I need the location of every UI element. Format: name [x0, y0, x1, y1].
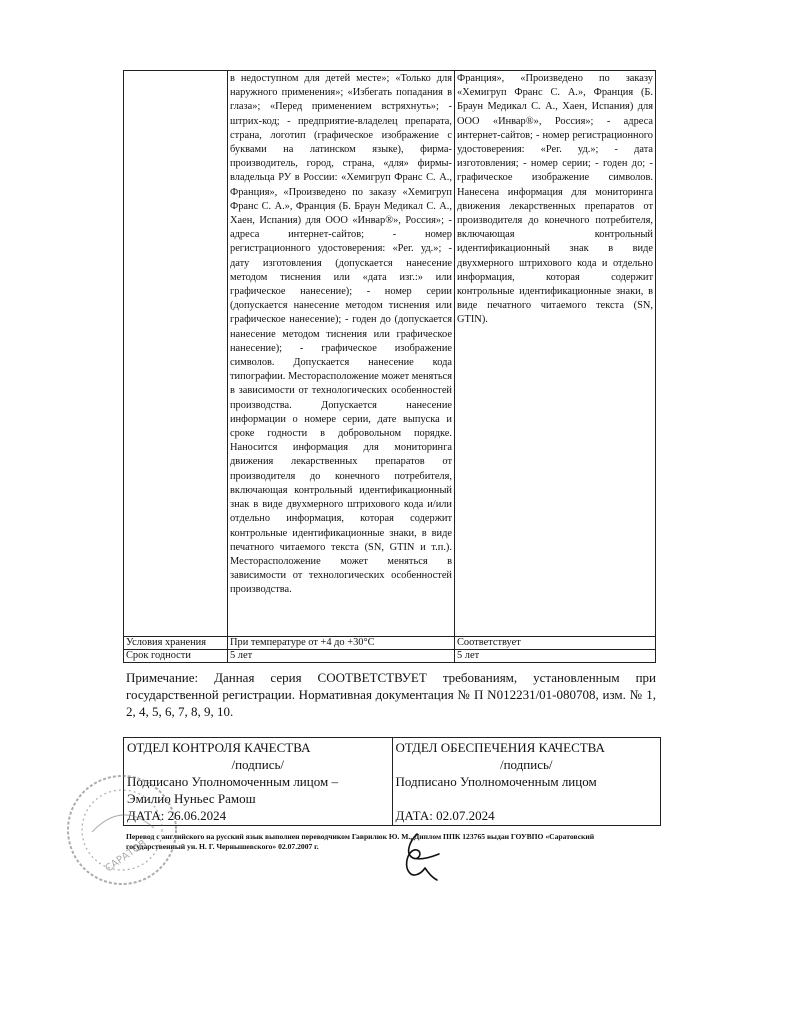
seal-stamp-icon: [62, 770, 182, 890]
table-row: [124, 71, 656, 637]
signed-by: Подписано Уполномоченным лицом –: [127, 774, 338, 789]
result-cell: Франция», «Произведено по заказу «Хемигруп Франс С. А.», Франция (Б. Браун Медикал С. А., Хаен, Испания) для ООО «Инвар®», Россия»; - адреса интернет-сайтов; - номер регистрационного удостоверения: «Рег. уд.»; - дата изготовления; - номер серии; - годен до; - графическое изображение символов. Нанесена информация для мониторинга движения лекарственных препаратов от производителя до конечного потребителя, включающая контрольный идентификационный знак в виде двухмерного штрихового кода и отдельно информация, которая содержит контрольные идентификационные знаки, в виде печатного читаемого текста (SN, GTIN).: [455, 71, 656, 637]
signature-date: ДАТА: 26.06.2024: [127, 808, 227, 823]
department-title: ОТДЕЛ КОНТРОЛЯ КАЧЕСТВА: [127, 740, 311, 755]
handwritten-signature-icon: [395, 828, 445, 884]
compliance-note: Примечание: Данная серия СООТВЕТСТВУЕТ требованиям, установленным при государственной регистрации. Нормативная документация № П N012231/01-080708, изм. № 1, 2, 4, 5, 6, 7, 8, 9, 10.: [126, 670, 656, 719]
translator-line: государственный ун. Н. Г. Чернышевского» 02.07.2007 г.: [126, 842, 319, 851]
parameter-cell: [124, 71, 228, 637]
svg-text:САРАТОВ: САРАТОВ: [103, 838, 149, 875]
table-row: [124, 637, 656, 650]
department-title: ОТДЕЛ ОБЕСПЕЧЕНИЯ КАЧЕСТВА: [395, 740, 605, 755]
storage-result: Соответствует: [455, 637, 656, 650]
signed-by: Подписано Уполномоченным лицом: [395, 774, 597, 789]
shelf-life-requirement: 5 лет: [228, 650, 455, 663]
requirement-cell: в недоступном для детей месте»; «Только для наружного применения»; «Избегать попадания в глаза»; «Перед применением встряхнуть»; - штрих-код; - предприятие-владелец препарата, страна, логотип (графическое изображение с буквами на латинском языке), фирма-производитель, город, страна, «для» фирмы-владельца РУ в России: «Хемигруп Франс С. А., Франция», «Произведено по заказу «Хемигруп Франс С. А.», Франция (Б. Браун Медикал С. А., Хаен, Испания) для ООО «Инвар®», Россия»; - адреса интернет-сайтов; - номер регистрационного удостоверения: «Рег. уд.»; - дату изготовления (допускается нанесение методом тиснения или «дата изг.:» или графическое нанесение); - номер серии (допускается нанесение методом тиснения или графическое нанесение); - годен до (допускается нанесение методом тиснения или графическое нанесение); - графическое изображение символов. Допускается нанесение кода типографии. Месторасположение может меняться в зависимости от технологических особенностей производства. Допускается нанесение информации о номере серии, дате выпуска и сроке годности в добровольном порядке. Наносится информация для мониторинга движения лекарственных препаратов от производителя до конечного потребителя, включающая контрольный идентификационный знак в виде двухмерного штрихового кода и/или отдельно информация, которая содержит контрольные идентификационные знаки, в виде печатного читаемого текста (SN, GTIN и т.п.). Месторасположение может меняться в зависимости от технологических особенностей производства.: [228, 71, 455, 637]
quality-assurance-block: [392, 738, 661, 826]
signature-label: /подпись/: [231, 757, 285, 772]
signature-date: ДАТА: 02.07.2024: [395, 808, 495, 823]
specification-table: [123, 70, 656, 663]
signature-table: [123, 737, 661, 826]
table-row: [124, 650, 656, 663]
translator-line: Перевод с английского на русский язык выполнен переводчиком Гаврилюк Ю. М., Диплом ППК 123765 выдан ГОУВПО «Саратовский: [126, 832, 595, 841]
signatory-name: Эмилио Нуньес Рамош: [127, 791, 256, 806]
shelf-life-result: 5 лет: [455, 650, 656, 663]
signature-label: /подпись/: [499, 757, 553, 772]
table-row: [124, 738, 661, 826]
storage-requirement: При температуре от +4 до +30°C: [228, 637, 455, 650]
shelf-life-label: Срок годности: [124, 650, 228, 663]
storage-label: Условия хранения: [124, 637, 228, 650]
